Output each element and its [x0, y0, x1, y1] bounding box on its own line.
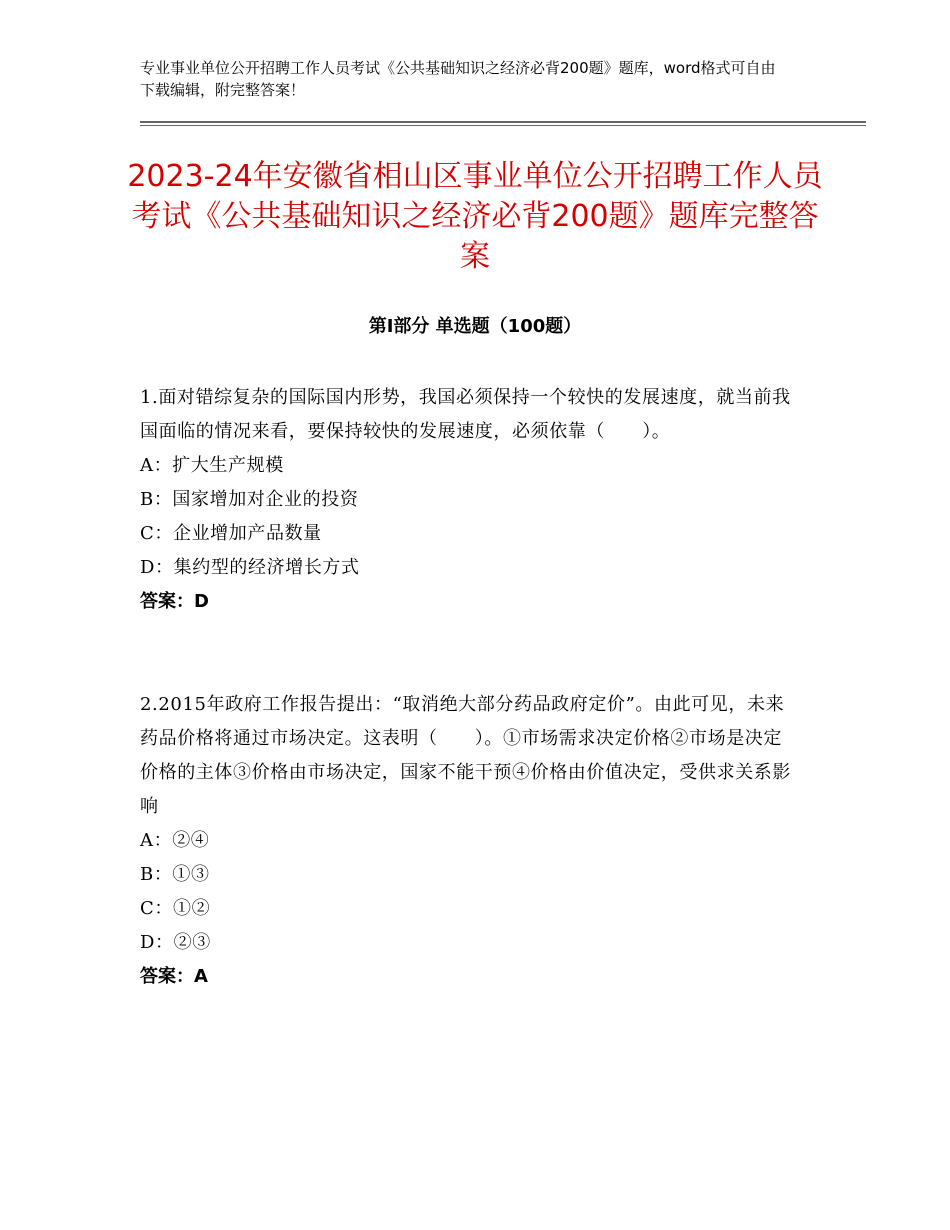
option-d: D：集约型的经济增长方式: [140, 557, 360, 578]
option-a: A：扩大生产规模: [140, 455, 284, 476]
document-title: 2023-24年安徽省相山区事业单位公开招聘工作人员考试《公共基础知识之经济必背200题》题库完整答案: [127, 159, 823, 274]
question-stem: 2.2015年政府工作报告提出：“取消绝大部分药品政府定价”。由此可见，未来药品价格将通过市场决定。这表明（ ）。①市场需求决定价格②市场是决定价格的主体③价格由市场决定，国家不能干预④价格由价值决定，受供求关系影响: [140, 694, 791, 817]
option-c: C：①②: [140, 898, 211, 919]
option-b: B：①③: [140, 864, 210, 885]
header-divider: [140, 121, 866, 123]
option-c: C：企业增加产品数量: [140, 523, 322, 544]
option-a: A：②④: [140, 830, 210, 851]
option-b: B：国家增加对企业的投资: [140, 489, 359, 510]
option-d: D：②③: [140, 932, 211, 953]
question-1: [140, 381, 800, 619]
header-divider-thin: [140, 125, 866, 126]
question-stem: 1.面对错综复杂的国际国内形势，我国必须保持一个较快的发展速度，就当前我国面临的情况来看，要保持较快的发展速度，必须依靠（ ）。: [140, 387, 791, 442]
answer: 答案：A: [140, 966, 208, 987]
header-note: 专业事业单位公开招聘工作人员考试《公共基础知识之经济必背200题》题库，word格式可自由下载编辑，附完整答案！: [140, 59, 776, 99]
question-2: [140, 688, 800, 994]
answer: 答案：D: [140, 591, 209, 612]
section-heading: 第Ⅰ部分 单选题（100题）: [368, 316, 582, 337]
